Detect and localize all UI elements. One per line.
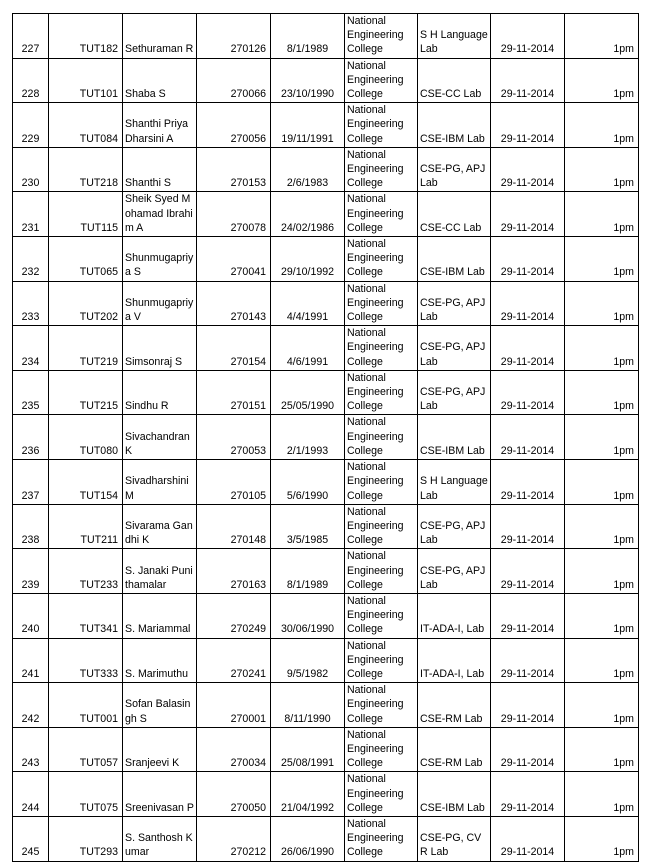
- candidate-id-cell: 270126: [197, 14, 271, 59]
- serial-number-cell: 227: [13, 14, 49, 59]
- exam-time-cell: 1pm: [565, 772, 639, 817]
- college-word: National: [347, 104, 386, 117]
- candidate-name-cell: Sranjeevi K: [123, 727, 197, 772]
- tutor-code-cell: TUT080: [49, 415, 123, 460]
- college-cell: [345, 237, 418, 282]
- exam-date-cell: 29-11-2014: [491, 638, 565, 683]
- candidate-name-cell: Shanthi S: [123, 147, 197, 192]
- college-word: College: [347, 846, 383, 859]
- tutor-code-cell: TUT218: [49, 147, 123, 192]
- date-of-birth-cell: 30/06/1990: [271, 593, 345, 638]
- date-of-birth-cell: 8/1/1989: [271, 549, 345, 594]
- exam-time-cell: 1pm: [565, 147, 639, 192]
- exam-date-cell: 29-11-2014: [491, 14, 565, 59]
- exam-date-cell: 29-11-2014: [491, 281, 565, 326]
- college-word: Engineering: [347, 252, 404, 265]
- date-of-birth-cell: 4/6/1991: [271, 326, 345, 371]
- tutor-code-cell: TUT065: [49, 237, 123, 282]
- serial-number-cell: 236: [13, 415, 49, 460]
- college-cell: [345, 415, 418, 460]
- date-of-birth-cell: 25/08/1991: [271, 727, 345, 772]
- college-word: National: [347, 15, 386, 27]
- candidate-id-cell: 270066: [197, 58, 271, 103]
- lab-cell: CSE-IBM Lab: [418, 237, 491, 282]
- candidate-name-cell: S. Janaki Punithamalar: [123, 549, 197, 594]
- table-row: [13, 638, 639, 683]
- exam-time-cell: 1pm: [565, 326, 639, 371]
- college-cell: [345, 103, 418, 148]
- lab-cell: CSE-RM Lab: [418, 683, 491, 728]
- serial-number-cell: 232: [13, 237, 49, 282]
- college-word: Engineering: [347, 519, 404, 532]
- candidate-name-cell: S. Santhosh Kumar: [123, 816, 197, 861]
- lab-cell: CSE-IBM Lab: [418, 415, 491, 460]
- lab-cell: CSE-PG, APJ Lab: [418, 504, 491, 549]
- exam-date-cell: 29-11-2014: [491, 772, 565, 817]
- college-word: College: [347, 667, 383, 680]
- tutor-code-cell: TUT293: [49, 816, 123, 861]
- college-word: Engineering: [347, 698, 404, 711]
- college-word: Engineering: [347, 430, 404, 443]
- tutor-code-cell: TUT215: [49, 370, 123, 415]
- candidate-name-cell: Sheik Syed Mohamad Ibrahim A: [123, 192, 197, 237]
- college-word: College: [347, 132, 383, 145]
- college-word: National: [347, 594, 386, 607]
- tutor-code-cell: TUT233: [49, 549, 123, 594]
- table-row: [13, 237, 639, 282]
- college-word: National: [347, 59, 386, 72]
- college-cell: [345, 326, 418, 371]
- exam-date-cell: 29-11-2014: [491, 103, 565, 148]
- college-word: College: [347, 444, 383, 457]
- college-word: National: [347, 773, 386, 786]
- lab-cell: CSE-PG, APJ Lab: [418, 281, 491, 326]
- tutor-code-cell: TUT001: [49, 683, 123, 728]
- serial-number-cell: 231: [13, 192, 49, 237]
- candidate-name-cell: Sethuraman R: [123, 14, 197, 59]
- serial-number-cell: 242: [13, 683, 49, 728]
- college-word: National: [347, 148, 386, 161]
- table-row: [13, 103, 639, 148]
- college-cell: [345, 58, 418, 103]
- college-word: College: [347, 489, 383, 502]
- table-row: [13, 816, 639, 861]
- date-of-birth-cell: 5/6/1990: [271, 460, 345, 505]
- exam-time-cell: 1pm: [565, 460, 639, 505]
- candidate-name-cell: Shunmugapriya V: [123, 281, 197, 326]
- exam-date-cell: 29-11-2014: [491, 816, 565, 861]
- table-row: [13, 772, 639, 817]
- college-word: National: [347, 193, 386, 206]
- exam-time-cell: 1pm: [565, 683, 639, 728]
- candidate-name-cell: Sivadharshini M: [123, 460, 197, 505]
- lab-cell: CSE-PG, APJ Lab: [418, 549, 491, 594]
- college-word: College: [347, 578, 383, 591]
- college-word: National: [347, 461, 386, 474]
- tutor-code-cell: TUT182: [49, 14, 123, 59]
- college-word: Engineering: [347, 341, 404, 354]
- lab-cell: CSE-PG, APJ Lab: [418, 147, 491, 192]
- serial-number-cell: 234: [13, 326, 49, 371]
- table-row: [13, 415, 639, 460]
- date-of-birth-cell: 21/04/1992: [271, 772, 345, 817]
- candidate-id-cell: 270154: [197, 326, 271, 371]
- table-row: [13, 147, 639, 192]
- candidate-id-cell: 270151: [197, 370, 271, 415]
- lab-cell: S H Language Lab: [418, 14, 491, 59]
- college-cell: [345, 683, 418, 728]
- lab-cell: CSE-PG, CVR Lab: [418, 816, 491, 861]
- candidate-name-cell: Shunmugapriya S: [123, 237, 197, 282]
- exam-time-cell: 1pm: [565, 370, 639, 415]
- candidate-id-cell: 270143: [197, 281, 271, 326]
- college-word: Engineering: [347, 609, 404, 622]
- candidate-id-cell: 270050: [197, 772, 271, 817]
- college-word: National: [347, 817, 386, 830]
- candidate-id-cell: 270249: [197, 593, 271, 638]
- college-word: College: [347, 712, 383, 725]
- exam-date-cell: 29-11-2014: [491, 147, 565, 192]
- candidate-name-cell: Sofan Balasingh S: [123, 683, 197, 728]
- candidate-id-cell: 270105: [197, 460, 271, 505]
- table-row: [13, 460, 639, 505]
- exam-time-cell: 1pm: [565, 415, 639, 460]
- date-of-birth-cell: 2/1/1993: [271, 415, 345, 460]
- exam-date-cell: 29-11-2014: [491, 326, 565, 371]
- college-word: College: [347, 534, 383, 547]
- date-of-birth-cell: 19/11/1991: [271, 103, 345, 148]
- serial-number-cell: 241: [13, 638, 49, 683]
- college-cell: [345, 14, 418, 59]
- allotment-table: [12, 13, 639, 862]
- candidate-name-cell: S. Marimuthu: [123, 638, 197, 683]
- lab-cell: CSE-IBM Lab: [418, 772, 491, 817]
- serial-number-cell: 233: [13, 281, 49, 326]
- candidate-id-cell: 270056: [197, 103, 271, 148]
- exam-date-cell: 29-11-2014: [491, 727, 565, 772]
- table-row: [13, 727, 639, 772]
- college-word: College: [347, 355, 383, 368]
- candidate-id-cell: 270034: [197, 727, 271, 772]
- exam-time-cell: 1pm: [565, 549, 639, 594]
- exam-date-cell: 29-11-2014: [491, 460, 565, 505]
- college-word: National: [347, 416, 386, 429]
- exam-date-cell: 29-11-2014: [491, 593, 565, 638]
- exam-time-cell: 1pm: [565, 593, 639, 638]
- candidate-id-cell: 270001: [197, 683, 271, 728]
- exam-date-cell: 29-11-2014: [491, 192, 565, 237]
- tutor-code-cell: TUT333: [49, 638, 123, 683]
- date-of-birth-cell: 4/4/1991: [271, 281, 345, 326]
- college-word: College: [347, 88, 383, 101]
- serial-number-cell: 228: [13, 58, 49, 103]
- college-word: National: [347, 728, 386, 741]
- exam-time-cell: 1pm: [565, 103, 639, 148]
- table-row: [13, 14, 639, 59]
- serial-number-cell: 243: [13, 727, 49, 772]
- lab-cell: CSE-PG, APJ Lab: [418, 326, 491, 371]
- college-cell: [345, 727, 418, 772]
- college-word: National: [347, 282, 386, 295]
- college-word: College: [347, 757, 383, 770]
- lab-cell: IT-ADA-I, Lab: [418, 638, 491, 683]
- candidate-id-cell: 270212: [197, 816, 271, 861]
- college-word: Engineering: [347, 787, 404, 800]
- date-of-birth-cell: 2/6/1983: [271, 147, 345, 192]
- candidate-id-cell: 270153: [197, 147, 271, 192]
- college-word: Engineering: [347, 832, 404, 845]
- college-word: College: [347, 311, 383, 324]
- college-word: College: [347, 801, 383, 814]
- tutor-code-cell: TUT154: [49, 460, 123, 505]
- candidate-name-cell: Simsonraj S: [123, 326, 197, 371]
- table-body: [13, 14, 639, 862]
- tutor-code-cell: TUT202: [49, 281, 123, 326]
- lab-cell: CSE-RM Lab: [418, 727, 491, 772]
- college-word: College: [347, 177, 383, 190]
- college-word: Engineering: [347, 163, 404, 176]
- table-row: [13, 504, 639, 549]
- exam-time-cell: 1pm: [565, 504, 639, 549]
- serial-number-cell: 245: [13, 816, 49, 861]
- candidate-id-cell: 270041: [197, 237, 271, 282]
- tutor-code-cell: TUT219: [49, 326, 123, 371]
- date-of-birth-cell: 8/1/1989: [271, 14, 345, 59]
- college-word: National: [347, 684, 386, 697]
- college-word: Engineering: [347, 296, 404, 309]
- exam-time-cell: 1pm: [565, 192, 639, 237]
- candidate-id-cell: 270053: [197, 415, 271, 460]
- candidate-name-cell: Sivarama Gandhi K: [123, 504, 197, 549]
- table-row: [13, 281, 639, 326]
- date-of-birth-cell: 24/02/1986: [271, 192, 345, 237]
- college-cell: [345, 638, 418, 683]
- exam-time-cell: 1pm: [565, 58, 639, 103]
- lab-cell: CSE-IBM Lab: [418, 103, 491, 148]
- college-word: College: [347, 400, 383, 413]
- table-row: [13, 683, 639, 728]
- tutor-code-cell: TUT211: [49, 504, 123, 549]
- college-word: College: [347, 221, 383, 234]
- date-of-birth-cell: 25/05/1990: [271, 370, 345, 415]
- serial-number-cell: 239: [13, 549, 49, 594]
- candidate-name-cell: Sivachandran K: [123, 415, 197, 460]
- table-row: [13, 192, 639, 237]
- exam-time-cell: 1pm: [565, 727, 639, 772]
- college-word: Engineering: [347, 207, 404, 220]
- college-cell: [345, 192, 418, 237]
- college-cell: [345, 460, 418, 505]
- exam-date-cell: 29-11-2014: [491, 415, 565, 460]
- tutor-code-cell: TUT101: [49, 58, 123, 103]
- serial-number-cell: 240: [13, 593, 49, 638]
- college-word: College: [347, 623, 383, 636]
- table-row: [13, 58, 639, 103]
- tutor-code-cell: TUT057: [49, 727, 123, 772]
- exam-date-cell: 29-11-2014: [491, 370, 565, 415]
- lab-cell: S H Language Lab: [418, 460, 491, 505]
- college-word: College: [347, 266, 383, 279]
- table-row: [13, 593, 639, 638]
- candidate-name-cell: Sreenivasan P: [123, 772, 197, 817]
- exam-date-cell: 29-11-2014: [491, 549, 565, 594]
- college-word: National: [347, 639, 386, 652]
- table-row: [13, 549, 639, 594]
- exam-date-cell: 29-11-2014: [491, 237, 565, 282]
- college-word: Engineering: [347, 29, 404, 42]
- college-cell: [345, 370, 418, 415]
- college-word: Engineering: [347, 564, 404, 577]
- candidate-name-cell: S. Mariammal: [123, 593, 197, 638]
- serial-number-cell: 244: [13, 772, 49, 817]
- college-word: Engineering: [347, 386, 404, 399]
- date-of-birth-cell: 23/10/1990: [271, 58, 345, 103]
- exam-time-cell: 1pm: [565, 638, 639, 683]
- college-word: Engineering: [347, 653, 404, 666]
- college-word: Engineering: [347, 742, 404, 755]
- table-row: [13, 326, 639, 371]
- exam-time-cell: 1pm: [565, 816, 639, 861]
- college-word: Engineering: [347, 73, 404, 86]
- college-word: National: [347, 327, 386, 340]
- college-word: College: [347, 43, 383, 56]
- serial-number-cell: 238: [13, 504, 49, 549]
- tutor-code-cell: TUT075: [49, 772, 123, 817]
- candidate-id-cell: 270241: [197, 638, 271, 683]
- table-row: [13, 370, 639, 415]
- tutor-code-cell: TUT084: [49, 103, 123, 148]
- date-of-birth-cell: 29/10/1992: [271, 237, 345, 282]
- exam-date-cell: 29-11-2014: [491, 504, 565, 549]
- candidate-id-cell: 270163: [197, 549, 271, 594]
- exam-date-cell: 29-11-2014: [491, 683, 565, 728]
- candidate-name-cell: Sindhu R: [123, 370, 197, 415]
- college-cell: [345, 147, 418, 192]
- serial-number-cell: 237: [13, 460, 49, 505]
- lab-cell: CSE-CC Lab: [418, 192, 491, 237]
- candidate-id-cell: 270078: [197, 192, 271, 237]
- date-of-birth-cell: 3/5/1985: [271, 504, 345, 549]
- serial-number-cell: 235: [13, 370, 49, 415]
- college-cell: [345, 281, 418, 326]
- candidate-name-cell: Shaba S: [123, 58, 197, 103]
- college-word: National: [347, 371, 386, 384]
- college-word: Engineering: [347, 118, 404, 131]
- serial-number-cell: 230: [13, 147, 49, 192]
- candidate-id-cell: 270148: [197, 504, 271, 549]
- college-word: National: [347, 505, 386, 518]
- college-cell: [345, 816, 418, 861]
- lab-cell: CSE-CC Lab: [418, 58, 491, 103]
- college-word: National: [347, 238, 386, 251]
- date-of-birth-cell: 26/06/1990: [271, 816, 345, 861]
- college-word: National: [347, 550, 386, 563]
- college-cell: [345, 593, 418, 638]
- serial-number-cell: 229: [13, 103, 49, 148]
- lab-cell: CSE-PG, APJ Lab: [418, 370, 491, 415]
- exam-time-cell: 1pm: [565, 14, 639, 59]
- tutor-code-cell: TUT115: [49, 192, 123, 237]
- lab-cell: IT-ADA-I, Lab: [418, 593, 491, 638]
- exam-date-cell: 29-11-2014: [491, 58, 565, 103]
- college-cell: [345, 549, 418, 594]
- college-word: Engineering: [347, 475, 404, 488]
- exam-time-cell: 1pm: [565, 281, 639, 326]
- candidate-name-cell: Shanthi Priya Dharsini A: [123, 103, 197, 148]
- date-of-birth-cell: 9/5/1982: [271, 638, 345, 683]
- college-cell: [345, 772, 418, 817]
- exam-time-cell: 1pm: [565, 237, 639, 282]
- college-cell: [345, 504, 418, 549]
- date-of-birth-cell: 8/11/1990: [271, 683, 345, 728]
- tutor-code-cell: TUT341: [49, 593, 123, 638]
